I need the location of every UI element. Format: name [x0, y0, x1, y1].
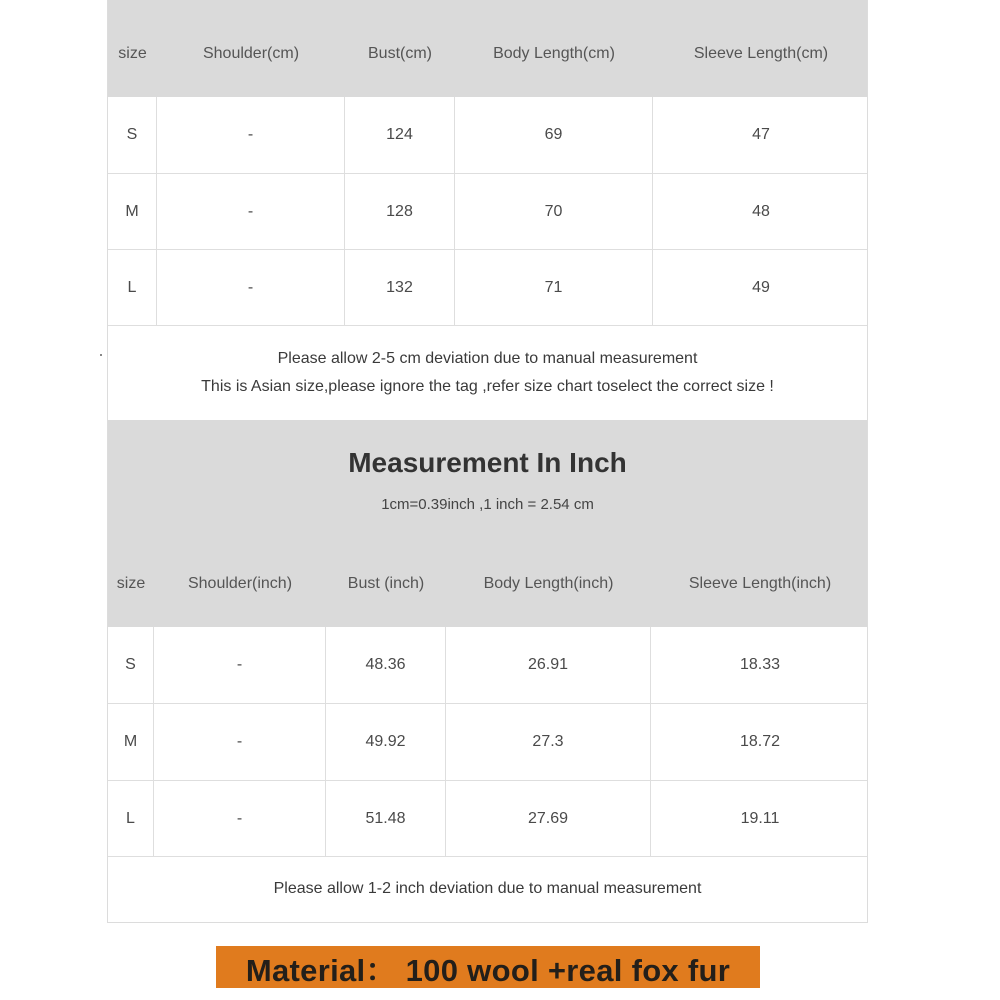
inch-header-bust: Bust (inch): [347, 575, 425, 592]
cm-cell-bust: 128: [345, 174, 455, 249]
inch-cell-shoulder: -: [154, 627, 326, 703]
cm-header-bust: Bust(cm): [368, 44, 432, 62]
inch-cell-sleeve-length: 19.11: [740, 809, 780, 827]
cm-cell-bust: 132: [345, 250, 455, 325]
cm-cell-shoulder: -: [157, 97, 345, 173]
inch-header-shoulder: Shoulder(inch): [187, 575, 293, 592]
inch-header-row: [108, 550, 867, 618]
cm-cell-bust: 124: [345, 97, 455, 173]
inch-table-row: [108, 627, 867, 704]
cm-cell-sleeve-length: 48: [752, 202, 770, 220]
inch-cell-sleeve-length: 18.33: [739, 656, 781, 673]
inch-cell-bust: 48.36: [326, 627, 446, 703]
cm-cell-sleeve-length: 49: [752, 278, 770, 296]
stray-dot: [100, 354, 102, 356]
inch-cell-shoulder: -: [154, 781, 326, 856]
size-chart: [107, 0, 868, 923]
inch-deviation-note: Please allow 1-2 inch deviation due to manual measurement: [273, 880, 702, 897]
cm-cell-sleeve-length: 47: [752, 126, 770, 143]
inch-cell-body-length: 26.91: [446, 627, 651, 703]
cm-header-sleeve-length: Sleeve Length(cm): [693, 44, 829, 62]
cm-cell-size: L: [108, 250, 157, 325]
inch-cell-shoulder: -: [154, 704, 326, 780]
inch-table-row: [108, 704, 867, 781]
cm-cell-shoulder: -: [157, 174, 345, 249]
cm-header-row: [108, 10, 867, 97]
asian-size-note: This is Asian size,please ignore the tag ,refer size chart toselect the correct size !: [201, 378, 774, 395]
inch-header-sleeve-length: Sleeve Length(inch): [688, 575, 832, 592]
cm-table-row: [108, 174, 867, 250]
inch-cell-body-length: 27.69: [446, 781, 651, 856]
inch-cell-bust: 49.92: [326, 704, 446, 780]
inch-cell-body-length: 27.3: [446, 704, 651, 780]
inch-conversion-note: 1cm=0.39inch ,1 inch = 2.54 cm: [381, 496, 594, 513]
cm-table-row: [108, 97, 867, 174]
cm-cell-size: M: [108, 174, 157, 249]
inch-cell-size: S: [108, 627, 154, 703]
inch-section-title: Measurement In Inch: [348, 447, 627, 478]
inch-cell-size: M: [108, 704, 154, 780]
cm-cell-shoulder: -: [157, 250, 345, 325]
inch-table-row: [108, 781, 867, 857]
inch-header-size: size: [116, 575, 146, 592]
cm-header-shoulder: Shoulder(cm): [202, 44, 300, 62]
inch-header-body-length: Body Length(inch): [483, 575, 614, 592]
inch-cell-size: L: [108, 781, 154, 856]
cm-header-body-length: Body Length(cm): [493, 44, 615, 62]
cm-cell-body-length: 70: [455, 174, 653, 249]
cm-deviation-note: Please allow 2-5 cm deviation due to manual measurement: [277, 350, 698, 367]
cm-cell-body-length: 69: [455, 97, 653, 173]
cm-table-row: [108, 250, 867, 326]
inch-cell-sleeve-length: 18.72: [739, 733, 781, 750]
inch-cell-bust: 51.48: [326, 781, 446, 856]
material-banner: Material： 100 wool +real fox fur: [216, 946, 760, 988]
cm-header-size: size: [118, 44, 147, 62]
cm-cell-size: S: [108, 97, 157, 173]
cm-cell-body-length: 71: [455, 250, 653, 325]
